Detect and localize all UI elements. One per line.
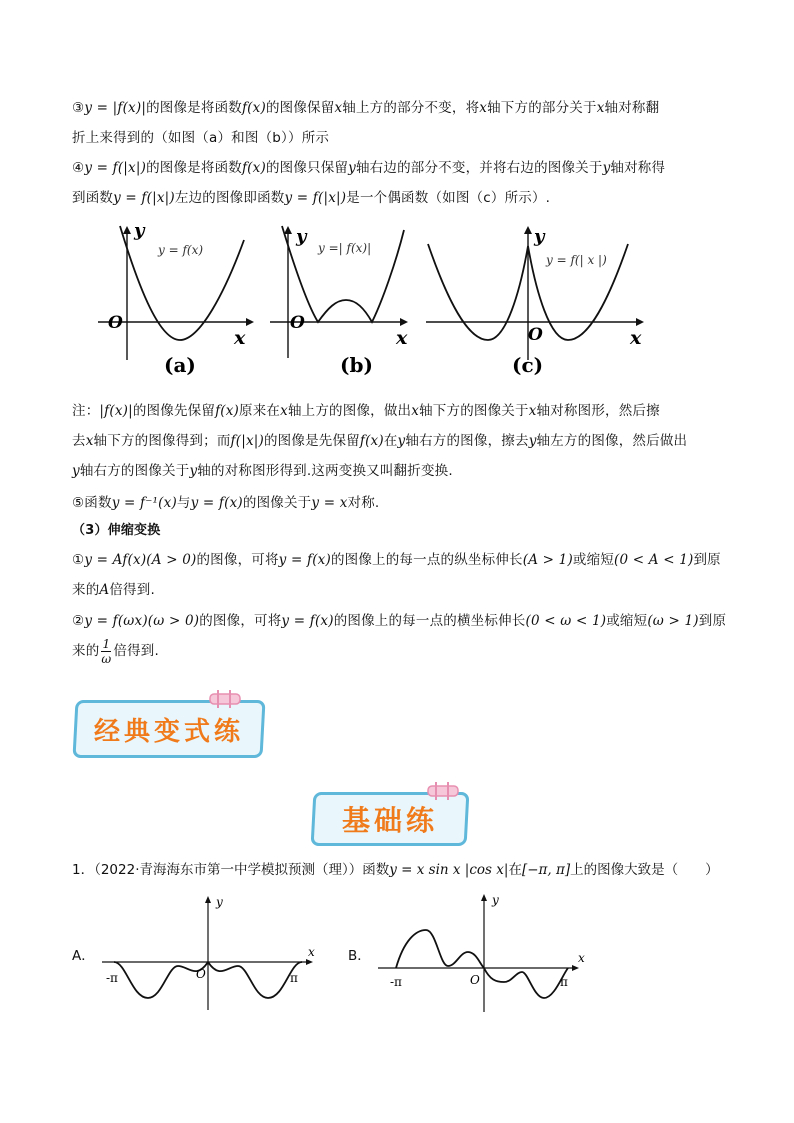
question-source: （2022·青海海东市第一中学模拟预测（理））函数 <box>94 862 390 878</box>
text: 的图像是先保留 <box>263 433 360 449</box>
option-b-graph[interactable] <box>372 890 612 1030</box>
math-expr: f(|x|) <box>230 433 264 449</box>
text: 轴上方的图像，做出 <box>287 403 412 419</box>
math-expr: x <box>334 100 343 116</box>
option-a-label[interactable]: A． <box>72 948 95 964</box>
text: 的图像关于 <box>242 495 312 511</box>
text: 轴对称图形，然后擦 <box>536 403 660 419</box>
text: 倍得到. <box>109 582 155 598</box>
y-axis-letter: y <box>134 222 145 241</box>
math-expr: y <box>397 433 406 449</box>
figure-c <box>426 226 644 377</box>
math-expr: x <box>411 403 420 419</box>
section-heading: （3）伸缩变换 <box>72 523 161 538</box>
pi-label: π <box>560 975 568 989</box>
text: 在 <box>383 433 398 449</box>
text: 的图像保留 <box>265 100 335 116</box>
text: 的图像，可将 <box>196 552 279 568</box>
y-axis-arrow-icon <box>205 896 211 903</box>
y-axis-letter: y <box>296 226 307 247</box>
text: 对称. <box>347 495 380 511</box>
math-expr: x <box>596 100 605 116</box>
math-expr: y = f⁻¹(x) <box>111 495 177 511</box>
paperclip-icon <box>424 780 464 802</box>
circled-number: ③ <box>72 100 85 116</box>
function-label: y = f(| x |) <box>546 253 607 267</box>
math-expr: y <box>189 463 198 479</box>
circled-number: ① <box>72 552 85 568</box>
math-expr: f(x) <box>241 160 266 176</box>
text: 左边的图像即函数 <box>174 190 285 206</box>
math-expr: y <box>72 463 80 479</box>
text: 的图像，可将 <box>199 613 282 629</box>
text: 的图像只保留 <box>265 160 349 176</box>
paragraph-4 <box>72 153 732 213</box>
x-axis-letter: x <box>234 327 246 349</box>
circled-number: ② <box>72 613 85 629</box>
origin-label: O <box>470 973 480 987</box>
math-expr: x <box>280 403 288 419</box>
math-expr: y = f(|x|) <box>113 190 175 206</box>
text: ⑤函数 <box>72 495 112 511</box>
note-paragraph <box>72 396 732 486</box>
x-axis-letter: x <box>396 327 408 349</box>
function-label: y = f(x) <box>158 243 204 257</box>
x-axis-arrow-icon <box>572 965 579 971</box>
question-number: 1． <box>72 862 95 878</box>
math-expr: y = x <box>311 495 348 511</box>
text: 的图像上的每一点的横坐标伸长 <box>333 613 526 629</box>
neg-pi-label: -π <box>390 975 402 989</box>
text: 轴的对称图形得到.这两变换又叫翻折变换. <box>197 463 453 479</box>
transformation-figures <box>0 222 794 382</box>
math-expr: y <box>348 160 356 176</box>
x-axis-arrow-icon <box>636 318 644 326</box>
y-axis-arrow-icon <box>123 226 131 234</box>
fraction-numerator: 1 <box>102 636 111 651</box>
y-axis-letter: y <box>492 893 499 907</box>
x-axis-arrow-icon <box>306 959 313 965</box>
math-expr: y = x sin x |cos x| <box>389 862 509 878</box>
text: 来的 <box>72 582 100 598</box>
text: 或缩短 <box>606 613 648 629</box>
text: 注： <box>72 403 100 419</box>
fraction <box>101 637 111 666</box>
curve-option-b <box>396 930 568 998</box>
math-expr: y = f(|x|) <box>84 160 147 176</box>
text: 的图像是将函数 <box>146 100 242 116</box>
stretch-item-1 <box>72 545 732 605</box>
function-label: y =| f(x)| <box>318 241 372 255</box>
y-axis-arrow-icon <box>284 226 292 234</box>
math-expr: f(x) <box>241 100 266 116</box>
text: 到原 <box>693 552 721 568</box>
y-axis-arrow-icon <box>524 226 532 234</box>
math-expr: |f(x)| <box>99 403 133 419</box>
math-expr: y = Af(x)(A > 0) <box>84 552 197 568</box>
math-expr: f(x) <box>359 433 384 449</box>
text: 轴对称翻 <box>604 100 660 116</box>
math-expr: y <box>602 160 611 176</box>
math-expr: y = f(x) <box>190 495 243 511</box>
text: 到原 <box>698 613 727 629</box>
x-axis-arrow-icon <box>400 318 408 326</box>
paragraph-3 <box>72 93 732 153</box>
text: 的图像先保留 <box>132 403 216 419</box>
paragraph-5 <box>72 488 732 518</box>
option-a-graph[interactable] <box>96 890 336 1030</box>
option-b-label[interactable]: B． <box>348 948 371 964</box>
question-1 <box>72 858 719 878</box>
figure-label: (c) <box>512 353 544 377</box>
x-axis-letter: x <box>630 327 642 349</box>
y-axis-letter: y <box>216 895 223 909</box>
math-expr: y = f(|x|) <box>284 190 347 206</box>
math-expr: x <box>528 403 537 419</box>
text: 到函数 <box>72 190 114 206</box>
text: 轴右边的部分不变，并将右边的图像关于 <box>355 160 603 176</box>
text: 原来在 <box>239 403 281 419</box>
x-axis-letter: x <box>578 951 585 965</box>
figure-a <box>98 222 254 377</box>
text: 与 <box>176 495 191 511</box>
text: 轴右方的图像关于 <box>79 463 190 479</box>
x-axis-arrow-icon <box>246 318 254 326</box>
text: 在 <box>508 862 522 878</box>
pi-label: π <box>290 971 298 985</box>
text: 是一个偶函数（如图（c）所示）. <box>346 190 551 206</box>
figure-b <box>270 226 408 377</box>
math-expr: y = f(x) <box>281 613 334 629</box>
neg-pi-label: -π <box>106 971 118 985</box>
y-axis-arrow-icon <box>481 894 487 901</box>
text: 轴下方的图像得到；而 <box>93 433 231 449</box>
text: 来的 <box>72 643 100 659</box>
math-expr: (0 < A < 1) <box>614 552 694 568</box>
math-expr: [−π, π] <box>521 862 571 878</box>
math-expr: y = |f(x)| <box>84 100 147 116</box>
text: 轴下方的部分关于 <box>487 100 597 116</box>
text: 轴对称得 <box>610 160 666 176</box>
text: 轴左方的图像，然后做出 <box>536 433 688 449</box>
fraction-denominator: ω <box>101 651 112 666</box>
text: 折上来得到的（如图（a）和图（b））所示 <box>72 130 330 146</box>
math-expr: A <box>99 582 110 598</box>
y-axis-letter: y <box>534 226 545 247</box>
text: 的图像是将函数 <box>146 160 242 176</box>
text: 轴下方的图像关于 <box>419 403 529 419</box>
text: 轴上方的部分不变，将 <box>342 100 480 116</box>
stretch-item-2 <box>72 606 732 666</box>
origin-label: O <box>196 967 206 981</box>
math-expr: y <box>528 433 537 449</box>
text: 上的图像大致是（ ） <box>570 862 719 878</box>
paperclip-icon <box>206 688 246 710</box>
text: 去 <box>72 433 86 449</box>
math-expr: y = f(x) <box>278 552 331 568</box>
circled-number: ④ <box>72 160 85 176</box>
text: 的图像上的每一点的纵坐标伸长 <box>330 552 523 568</box>
figure-label: (a) <box>164 353 196 377</box>
banner-title: 基础练 <box>341 804 438 837</box>
banner-title: 经典变式练 <box>93 716 244 747</box>
math-expr: x <box>479 100 488 116</box>
text: 倍得到. <box>113 643 159 659</box>
origin-label: O <box>290 313 305 333</box>
math-expr: (ω > 1) <box>647 613 699 629</box>
origin-label: O <box>528 325 543 345</box>
text: 轴右方的图像，擦去 <box>405 433 529 449</box>
x-axis-letter: x <box>308 945 315 959</box>
math-expr: (A > 1) <box>522 552 573 568</box>
math-expr: x <box>85 433 94 449</box>
origin-label: O <box>108 313 123 333</box>
math-expr: (0 < ω < 1) <box>525 613 607 629</box>
figure-label: (b) <box>340 353 373 377</box>
text: 或缩短 <box>572 552 615 568</box>
math-expr: f(x) <box>215 403 240 419</box>
math-expr: y = f(ωx)(ω > 0) <box>84 613 200 629</box>
